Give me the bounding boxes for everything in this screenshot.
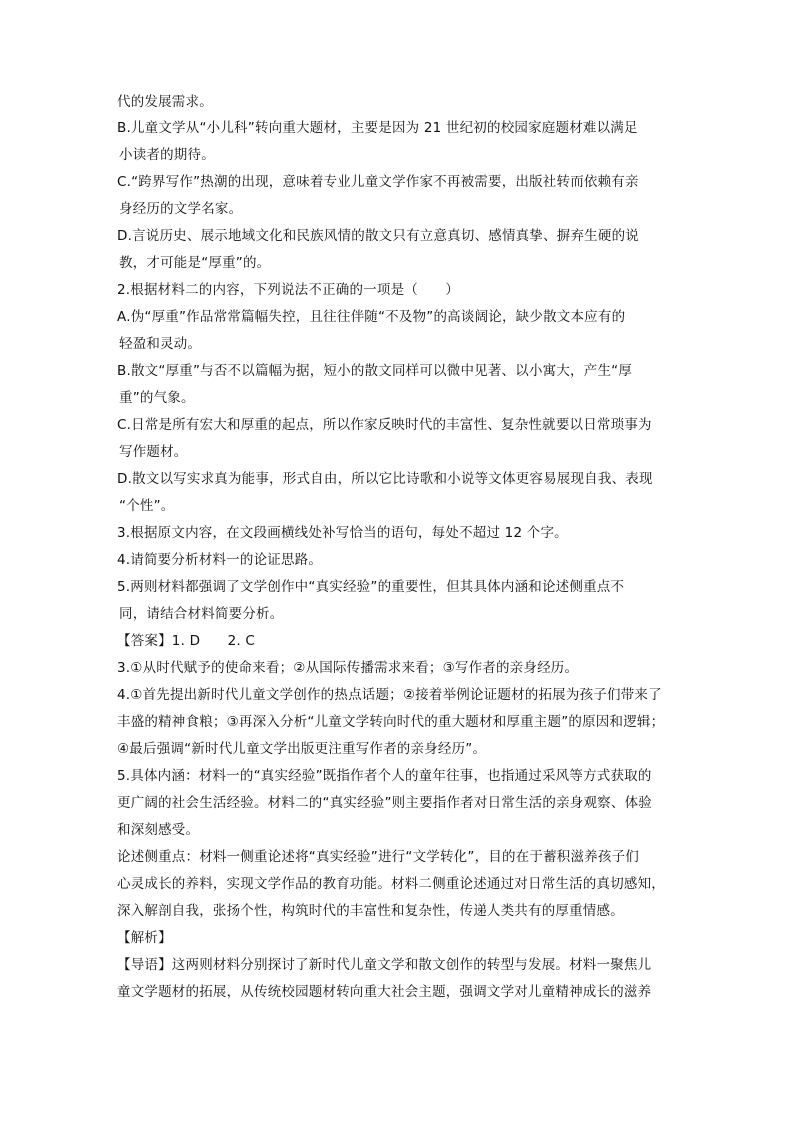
answer-line: 论述侧重点：材料一侧重论述将“真实经验”进行“文学转化”，目的在于蓄积滋养孩子们: [117, 849, 639, 865]
text-line: “个性”。: [119, 498, 175, 514]
text-line: C.日常是所有宏大和厚重的起点，所以作家反映时代的丰富性、复杂性就要以日常琐事为: [117, 417, 652, 433]
text-line: D.言说历史、展示地域文化和民族风情的散文只有立意真切、感情真挚、摒弃生硬的说: [117, 228, 639, 244]
text-line: D.散文以写实求真为能事，形式自由，所以它比诗歌和小说等文体更容易展现自我、表现: [117, 471, 653, 487]
answer-line: 更广阔的社会生活经验。材料二的“真实经验”则主要指作者对日常生活的亲身观察、体验: [117, 795, 652, 811]
answer-line: 深入解剖自我，张扬个性，构筑时代的丰富性和复杂性，传递人类共有的厚重情感。: [117, 903, 624, 919]
text-line: 教，才可能是“厚重”的。: [119, 255, 271, 271]
answer-line: ④最后强调“新时代儿童文学出版更注重写作者的亲身经历”。: [117, 741, 487, 757]
analysis-line: 童文学题材的拓展，从传统校园题材转向重大社会主题，强调文学对儿童精神成长的滋养: [117, 984, 652, 1000]
text-line: 重”的气象。: [119, 390, 195, 406]
text-line: 轻盈和灵动。: [119, 336, 202, 352]
text-line: 代的发展需求。: [117, 94, 213, 110]
answer-line: 3.①从时代赋予的使命来看；②从国际传播需求来看；③写作者的亲身经历。: [117, 660, 579, 676]
answer-heading: 【答案】1. D 2. C: [117, 633, 255, 649]
text-line: 身经历的文学名家。: [119, 201, 243, 217]
analysis-heading: 【解析】: [117, 930, 172, 946]
text-line: B.散文“厚重”与否不以篇幅为据，短小的散文同样可以微中见著、以小寓大，产生“厚: [117, 363, 633, 379]
text-line: B.儿童文学从“小儿科”转向重大题材，主要是因为 21 世纪初的校园家庭题材难以满足: [117, 120, 638, 136]
question-line: 3.根据原文内容，在文段画横线处补写恰当的语句，每处不超过 12 个字。: [117, 525, 568, 541]
answer-line: 5.具体内涵：材料一的“真实经验”既指作者个人的童年往事，也指通过采风等方式获取的: [117, 768, 652, 784]
question-line: 4.请简要分析材料一的论证思路。: [117, 552, 323, 568]
text-line: 写作题材。: [119, 444, 188, 460]
answer-line: 4.①首先提出新时代儿童文学创作的热点话题；②接着举例论证题材的拓展为孩子们带来了: [117, 687, 662, 703]
text-line: C.“跨界写作”热潮的出现，意味着专业儿童文学作家不再被需要，出版社转而依赖有亲: [117, 174, 639, 190]
question-line: 5.两则材料都强调了文学创作中“真实经验”的重要性，但其具体内涵和论述侧重点不: [117, 579, 625, 595]
question-line: 2.根据材料二的内容，下列说法不正确的一项是（ ）: [117, 282, 460, 298]
text-line: A.伪“厚重”作品常常篇幅失控，且往往伴随“不及物”的高谈阔论，缺少散文本应有的: [117, 309, 626, 325]
text-line: 同，请结合材料简要分析。: [119, 606, 284, 622]
answer-line: 和深刻感受。: [117, 822, 200, 838]
answer-line: 丰盛的精神食粮；③再深入分析“儿童文学转向时代的重大题材和厚重主题”的原因和逻辑；: [117, 714, 665, 730]
text-line: 小读者的期待。: [119, 147, 215, 163]
answer-line: 心灵成长的养料，实现文学作品的教育功能。材料二侧重论述通过对日常生活的真切感知，: [117, 876, 665, 892]
analysis-line: 【导语】这两则材料分别探讨了新时代儿童文学和散文创作的转型与发展。材料一聚焦儿: [117, 957, 652, 973]
